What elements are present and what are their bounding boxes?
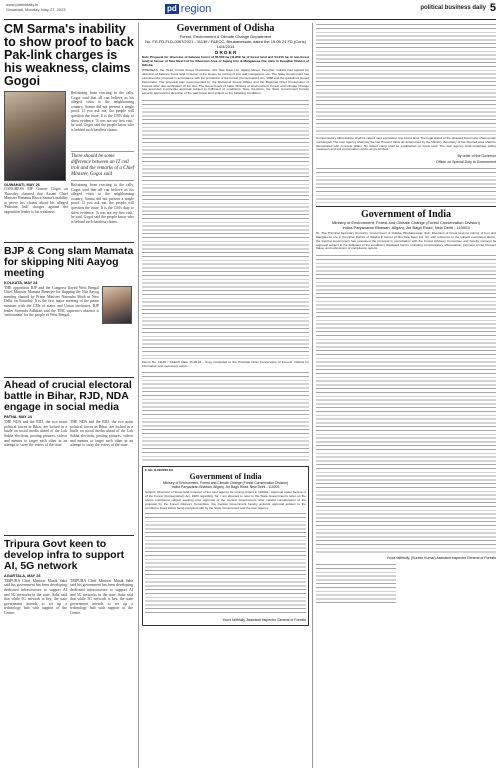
newspaper-logo: pd bbox=[167, 4, 177, 13]
story-body: THE NDA and the RJD, the two main political forces in Bihar, are locked in a battle on social media ahead of the Lok Sabha elections, posting pictures, videos and memes to target each other in an attempt to sway the voters of the state. bbox=[4, 420, 67, 448]
file-number-text: F. No. 8-01/2015-FC bbox=[145, 467, 174, 472]
notice-title: Government of India bbox=[189, 472, 262, 482]
notice-dept: Forest, Environment & Climate Change Department bbox=[179, 34, 272, 39]
header-rule bbox=[4, 19, 496, 20]
notice-box-goi bbox=[142, 466, 309, 626]
notice-text-block bbox=[142, 99, 309, 359]
notice-dept: Ministry of Environment, Forest and Climate Change (Forest Conservation Division) bbox=[332, 220, 480, 226]
signature: Yours faithfully, Assistant Inspector General of Forests bbox=[222, 618, 306, 623]
gogoi-photo bbox=[4, 91, 66, 181]
site-url: www.platinidaily.in bbox=[6, 2, 39, 7]
notice-column-goi bbox=[312, 23, 496, 768]
story-dateline: KOLKATA, MAY 24 bbox=[4, 280, 38, 285]
news-column bbox=[4, 23, 134, 768]
story-dateline: PATNA, MAY 24 bbox=[4, 415, 32, 420]
divider bbox=[316, 206, 496, 207]
notice-conditions: Compensatory afforestation shall be raised over equivalent non-forest land. The legal status of the diverted forest land shall remain unchanged. The user agency shall pay the Net Present Value as determined by the Ministry. Boundary of the diverted area shall be demarcated with concrete pillars. No labour camp shall be established on forest land. The user agency shall undertake safety measures and soil conservation works as prescribed. bbox=[316, 136, 496, 152]
story-headline: CM Sarma's inability to show proof to back Pak-link charges is his weakness, claims Gogoi bbox=[4, 22, 134, 88]
notice-dept: Ministry of Environment, Forest and Climate Change (Forest Conservation Division) bbox=[162, 481, 289, 486]
order-heading: O R D E R bbox=[214, 50, 237, 55]
notice-text-block bbox=[316, 254, 496, 554]
paper-name: political business daily bbox=[420, 5, 486, 11]
signature-name: By order of the Governor bbox=[457, 154, 496, 159]
story-body: TRIPURA Chief Minister Manik Saha said his government has been developing dedicated infrastructure to support AI and 5G networks in the state. Saha said that while 5G network is key, the state government intends to set up a technology hub with support of the Centre. bbox=[4, 578, 67, 615]
subject-text: Sub: Proposal for diversion of balance forest of 65.500 ha (11.859 ha of forest land and 54.210 ha of non-forest land) in favour of Tata Steel Ltd for Diversion Area of Jajang Iron & Manganese Ore mine in Keonjhar District of Odisha. bbox=[142, 55, 309, 67]
story-dateline: GUWAHATI, MAY 26 bbox=[4, 183, 40, 187]
story-body-cont: THE NDA and the RJD, the two main political forces in Bihar, are locked in a battle on social media ahead of the Lok Sabha elections, posting pictures, videos and memes to target each other in an attempt to sway the voters of the state. bbox=[70, 420, 133, 448]
notice-ref: No. FE-FD-FLD-0067/2021 - 11139 / F&ECC, Bhubaneswar, dated the 15.05.24 FD (Cons) 14/4/2014 bbox=[145, 39, 306, 49]
divider bbox=[4, 535, 134, 536]
notice-text-block bbox=[316, 23, 496, 135]
story-bihar bbox=[4, 380, 134, 532]
notice-text-block bbox=[316, 167, 496, 203]
notice-ref: Indira Paryavaran Bhawan, Aliganj, Jor Bagh Road, New Delhi - 110003 bbox=[342, 225, 470, 231]
notice-title: Government of Odisha bbox=[176, 23, 275, 34]
story-sarma-gogoi bbox=[4, 23, 134, 239]
notice-column-odisha bbox=[138, 23, 309, 768]
issue-date: Guwahati, Monday, May 27, 2023 bbox=[6, 7, 66, 12]
masthead bbox=[0, 0, 500, 20]
notice-text-block bbox=[145, 512, 306, 616]
notice-title: Government of India bbox=[361, 209, 451, 221]
story-headline: Ahead of crucial electoral battle in Bihar, RJD, NDA engage in social media bbox=[4, 379, 132, 414]
signature: Yours faithfully, (Suresh Kumar) Assistant Inspector General of Forests bbox=[386, 556, 496, 561]
divider bbox=[4, 377, 134, 378]
section-brand bbox=[165, 3, 211, 15]
notice-body: To, The Principal Secretary (Forests), Government of Odisha, Bhubaneswar. Sub: Diversion of forest land for mining of Iron and Manganese ore in Keonjhar District of Odisha in favour of M/s Tata Steel Ltd. Sir, with reference to the subject mentioned above, the Central Government has examined the proposal in consultation with the Forest Advisory Committee and hereby conveys its approval subject to the fulfilment of the conditions stipulated herein, including compensatory afforestation, payment of Net Present Value, and submission of compliance reports. bbox=[316, 231, 496, 251]
section-name: region bbox=[180, 3, 212, 15]
notice-text-block bbox=[142, 371, 309, 463]
divider bbox=[4, 242, 134, 243]
story-body: Refraining from reacting to the rally, Gogoi said that all can believe as his alleged visits to the neighbouring country, Sarma did not present a single proof. If you ask me, the people will question the issue. It is the CM's duty to show evidence. 'It was not my first visit,' he said. Gogoi said the people know who is behind such baseless claims. bbox=[71, 91, 134, 132]
notice-text-block bbox=[316, 563, 396, 603]
notice-ref: Indira Paryavaran Bhawan, Aliganj, Jor Bagh Road, New Delhi - 110003 bbox=[171, 485, 280, 490]
notice-memo: Memo No. 11140 / F&ECC Date 15.05.24 - Copy forwarded to the Principal Chief Conservator of Forests, Odisha for information and necessary action. bbox=[142, 359, 309, 368]
signature-title: Officer on Special Duty to Government bbox=[436, 160, 496, 165]
notice-body: WHEREAS, the Head, Forest Abaya Production, M/s Tata Steel Ltd, Jajang Mines, Keonjhar, Odisha had applied for diversion of balance forest land in favour of the lessee for mining of iron and manganese ore. The State Government has examined the proposal in accordance with the provisions of the Forest (Conservation) Act, 1980 and the guidelines issued thereunder. The proposal was recommended by the Divisional Forest Officer and the Regional Chief Conservator of Forests after due verification of the site. The Government of India, Ministry of Environment, Forest and Climate Change has accorded in-principle approval subject to fulfilment of conditions. Now, therefore, the State Government hereby accords approval for diversion of the said forest land subject to the following conditions. bbox=[142, 68, 309, 96]
story-headline: BJP & Cong slam Mamata for skipping Niti Aayog meeting bbox=[4, 244, 134, 279]
story-tripura bbox=[4, 539, 134, 659]
story-body: THE opposition BJP and the Congress flayed West Bengal Chief Minister Mamata Banerjee for skipping the Niti Aayog meeting chaired by Prime Minister Narendra Modi in New Delhi on Saturday. It is the first major meeting of the prime minister with the CMs of states and Union territories. BJP leader Suvendu Adhikari said the TMC supremo's absence is 'unfortunate' for the people of West Bengal. bbox=[4, 285, 99, 318]
story-dateline: AGARTALA, MAY 24 bbox=[4, 573, 41, 578]
notice-subject bbox=[142, 56, 309, 67]
notice-body: Subject: Diversion of forest land in favour of the user agency for mining project in Odisha - Approval under Section 2 of the Forest (Conservation) Act, 1980 regarding. Sir, I am directed to refer to the State Government's letter on the above mentioned subject seeking prior approval of the Central Government. After careful consideration of the proposal by the Forest Advisory Committee, the Central Government hereby accords approval subject to the conditions listed below being complied with by the State Government and the user agency. bbox=[145, 490, 306, 510]
story-headline: Tripura Govt keen to develop infra to support AI, 5G network bbox=[4, 537, 125, 572]
story-body-cont: Refraining from reacting to the rally, Gogoi said that all can believe as his alleged visits to the neighbouring country, Sarma did not present a single proof. If you ask me, the people will question the issue. It is the CM's duty to show evidence. 'It was not my first visit,' he said. Gogoi said the people know who is behind such baseless claims. bbox=[71, 183, 134, 224]
page-number: 5 bbox=[489, 2, 496, 14]
story-lead: CONGRESS MP Gaurav Gogoi on Thursday claimed that Assam Chief Minister Himanta Biswa Sarma's inability to prove his claims about his alleged 'Pakistan link' charges against the opposition leader is his weakness. bbox=[4, 187, 68, 214]
mamata-photo bbox=[102, 286, 132, 324]
pull-quote: There should be some difference between an IT cell troll and the remarks of a Chief Minister, Gogoi said bbox=[71, 151, 134, 181]
story-mamata bbox=[4, 246, 134, 374]
story-body-cont: TRIPURA Chief Minister Manik Saha said his government has been developing dedicated infrastructure to support AI and 5G networks in the state. Saha said that while 5G network is key, the state government intends to set up a technology hub with support of the Centre. bbox=[70, 578, 133, 615]
